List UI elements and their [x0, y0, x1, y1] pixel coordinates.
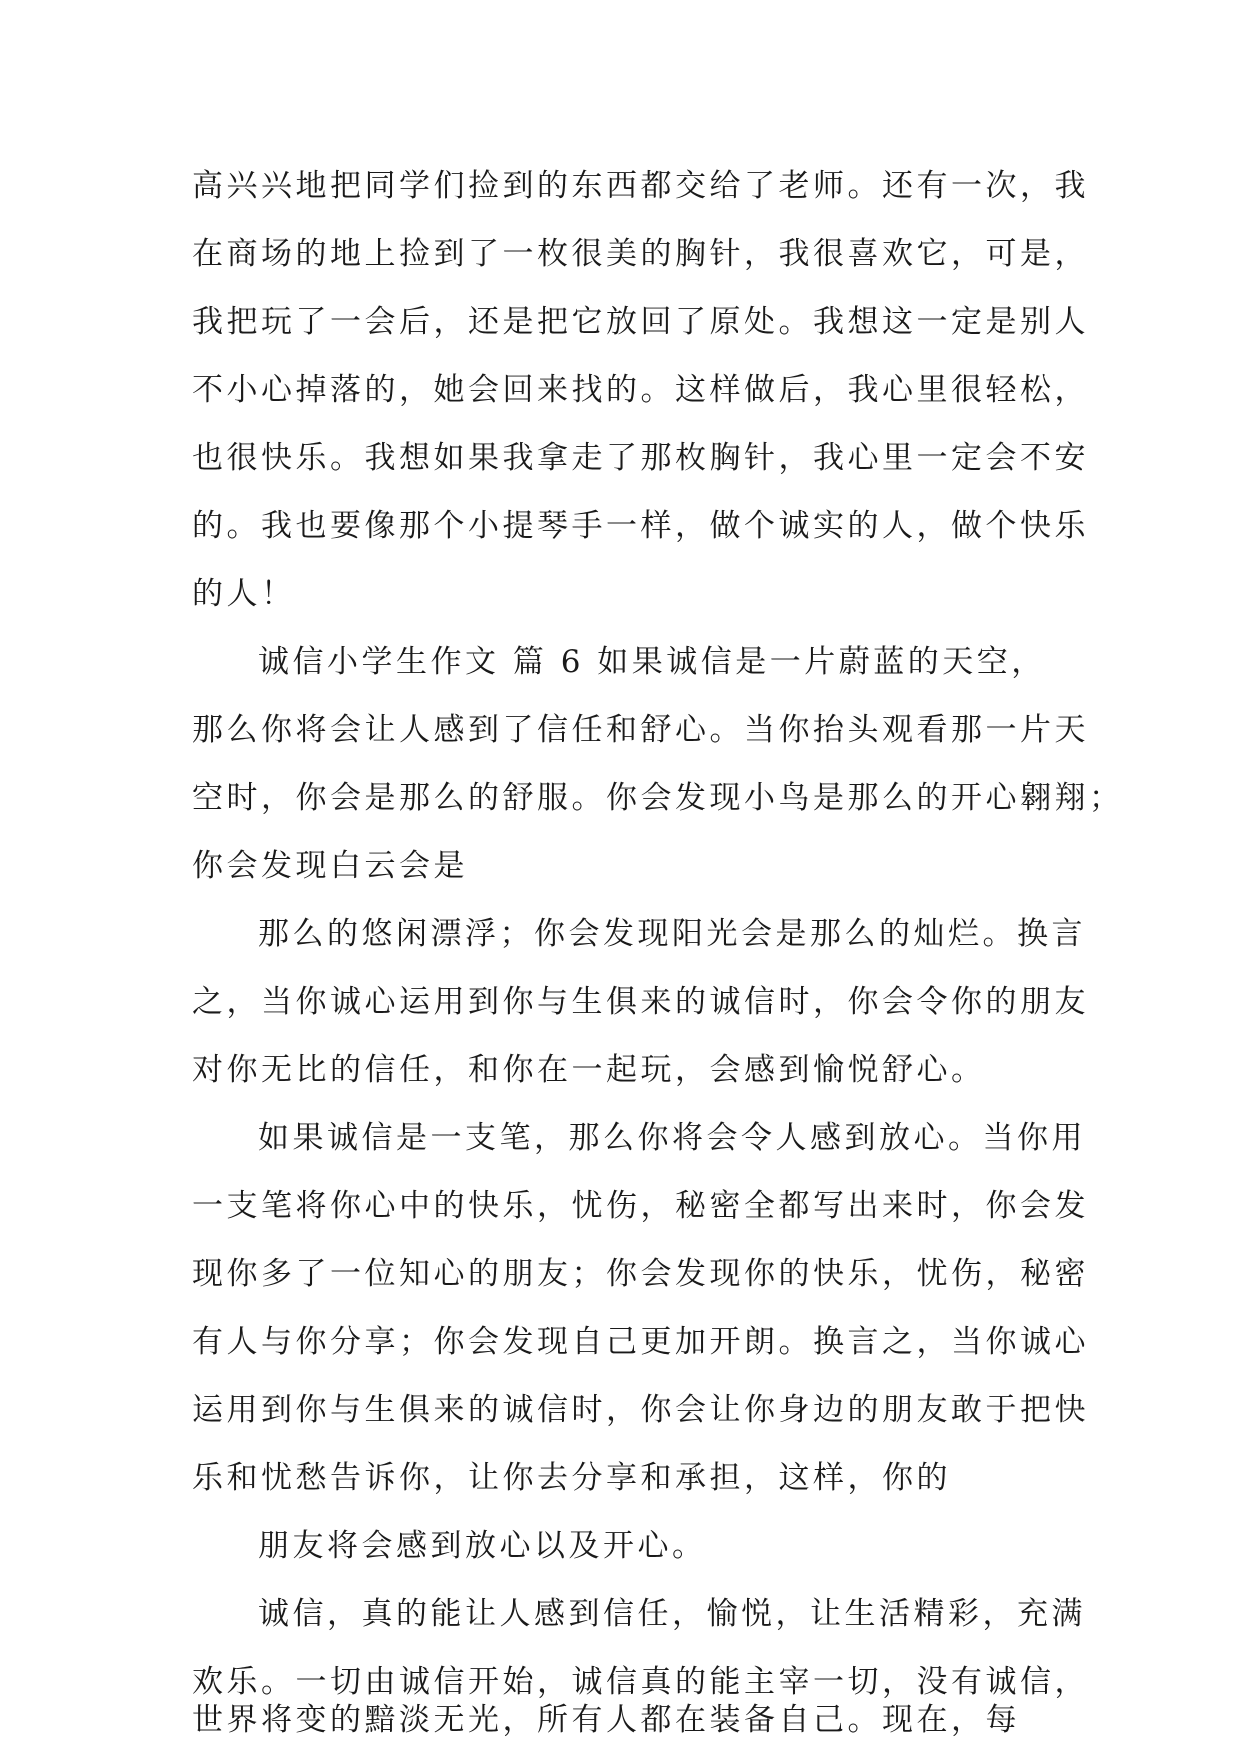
text-line: 欢乐。一切由诚信开始，诚信真的能主宰一切，没有诚信， — [192, 1664, 1089, 1700]
text-line: 之，当你诚心运用到你与生俱来的诚信时，你会令你的朋友 — [192, 984, 1089, 1020]
text-line: 那么的悠闲漂浮；你会发现阳光会是那么的灿烂。换言 — [258, 916, 1086, 952]
section-heading-line: 诚信小学生作文 篇 6 如果诚信是一片蔚蓝的天空， — [258, 644, 1046, 680]
text-line: 朋友将会感到放心以及开心。 — [258, 1528, 707, 1564]
text-line: 乐和忧愁告诉你，让你去分享和承担，这样，你的 — [192, 1460, 951, 1496]
text-line: 的人！ — [192, 576, 296, 612]
text-line: 如果诚信是一支笔，那么你将会令人感到放心。当你用 — [258, 1120, 1086, 1156]
text-line: 高兴兴地把同学们捡到的东西都交给了老师。还有一次，我 — [192, 168, 1089, 204]
text-line: 对你无比的信任，和你在一起玩，会感到愉悦舒心。 — [192, 1052, 986, 1088]
text-line: 有人与你分享；你会发现自己更加开朗。换言之，当你诚心 — [192, 1324, 1089, 1360]
text-line: 世界将变的黯淡无光，所有人都在装备自己。现在，每 — [192, 1702, 1020, 1738]
text-line: 你会发现白云会是 — [192, 848, 468, 884]
text-line: 不小心掉落的，她会回来找的。这样做后，我心里很轻松， — [192, 372, 1089, 408]
text-line: 也很快乐。我想如果我拿走了那枚胸针，我心里一定会不安 — [192, 440, 1089, 476]
text-line: 诚信，真的能让人感到信任，愉悦，让生活精彩，充满 — [258, 1596, 1086, 1632]
text-line: 在商场的地上捡到了一枚很美的胸针，我很喜欢它，可是， — [192, 236, 1089, 272]
text-line: 运用到你与生俱来的诚信时，你会让你身边的朋友敢于把快 — [192, 1392, 1089, 1428]
text-line: 那么你将会让人感到了信任和舒心。当你抬头观看那一片天 — [192, 712, 1089, 748]
text-line: 一支笔将你心中的快乐，忧伤，秘密全都写出来时，你会发 — [192, 1188, 1089, 1224]
text-line: 我把玩了一会后，还是把它放回了原处。我想这一定是别人 — [192, 304, 1089, 340]
text-line: 空时，你会是那么的舒服。你会发现小鸟是那么的开心翱翔； — [192, 780, 1124, 816]
text-line: 现你多了一位知心的朋友；你会发现你的快乐，忧伤，秘密 — [192, 1256, 1089, 1292]
text-line: 的。我也要像那个小提琴手一样，做个诚实的人，做个快乐 — [192, 508, 1089, 544]
